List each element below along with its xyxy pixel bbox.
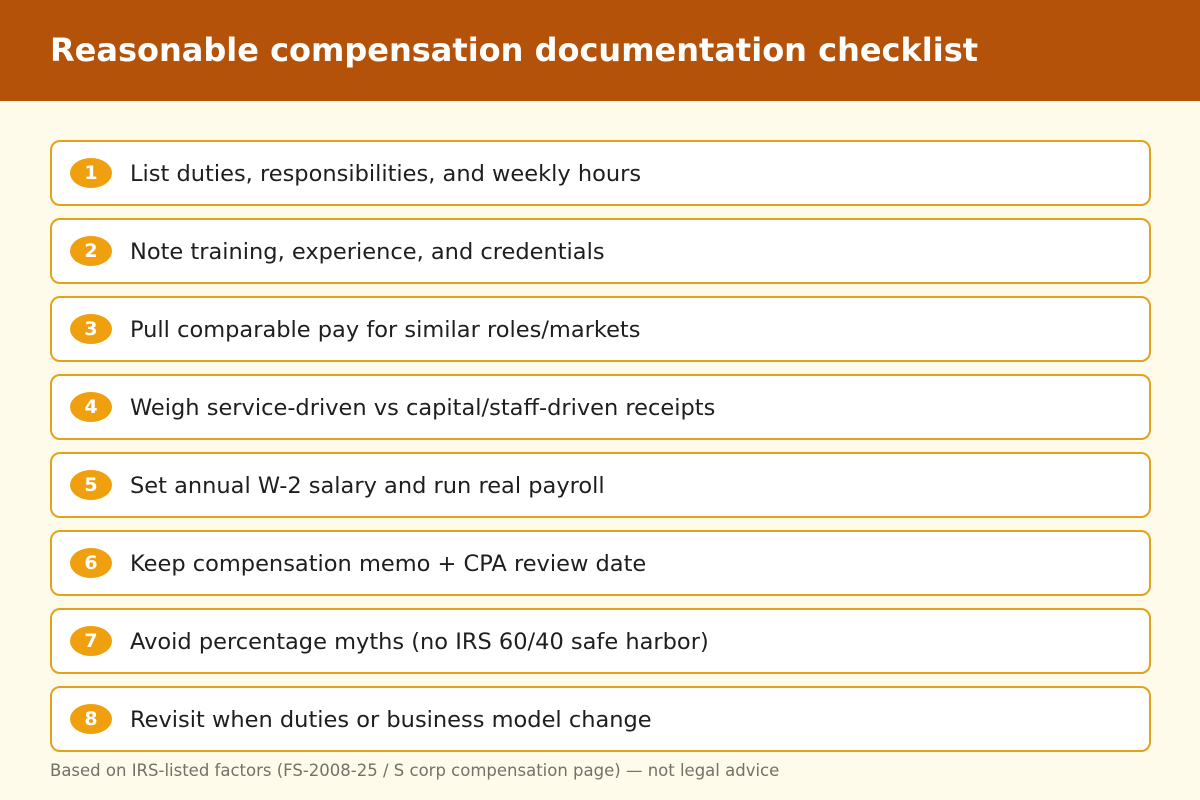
checklist-item-label: Keep compensation memo + CPA review date <box>130 551 647 577</box>
step-number-badge: 7 <box>70 626 112 656</box>
checklist-item-label: Weigh service-driven vs capital/staff-driven receipts <box>130 395 716 421</box>
step-number-badge: 3 <box>70 314 112 344</box>
checklist-item-4 <box>50 374 1151 440</box>
checklist-item-label: Revisit when duties or business model change <box>130 707 652 733</box>
checklist <box>50 140 1151 764</box>
checklist-item-6 <box>50 530 1151 596</box>
step-number-badge: 1 <box>70 158 112 188</box>
page-title: Reasonable compensation documentation checklist <box>50 31 979 69</box>
checklist-item-7 <box>50 608 1151 674</box>
step-number-badge: 6 <box>70 548 112 578</box>
step-number-badge: 5 <box>70 470 112 500</box>
checklist-item-3 <box>50 296 1151 362</box>
checklist-item-label: Note training, experience, and credentials <box>130 239 605 265</box>
checklist-item-1 <box>50 140 1151 206</box>
footnote: Based on IRS-listed factors (FS-2008-25 / S corp compensation page) — not legal advice <box>50 761 780 780</box>
step-number-badge: 2 <box>70 236 112 266</box>
checklist-item-label: List duties, responsibilities, and weekly hours <box>130 161 642 187</box>
step-number-badge: 4 <box>70 392 112 422</box>
checklist-item-5 <box>50 452 1151 518</box>
step-number-badge: 8 <box>70 704 112 734</box>
checklist-item-8 <box>50 686 1151 752</box>
checklist-item-label: Set annual W-2 salary and run real payroll <box>130 473 605 499</box>
header-banner <box>0 0 1200 101</box>
checklist-item-2 <box>50 218 1151 284</box>
checklist-item-label: Avoid percentage myths (no IRS 60/40 safe harbor) <box>130 629 709 655</box>
checklist-item-label: Pull comparable pay for similar roles/markets <box>130 317 641 343</box>
